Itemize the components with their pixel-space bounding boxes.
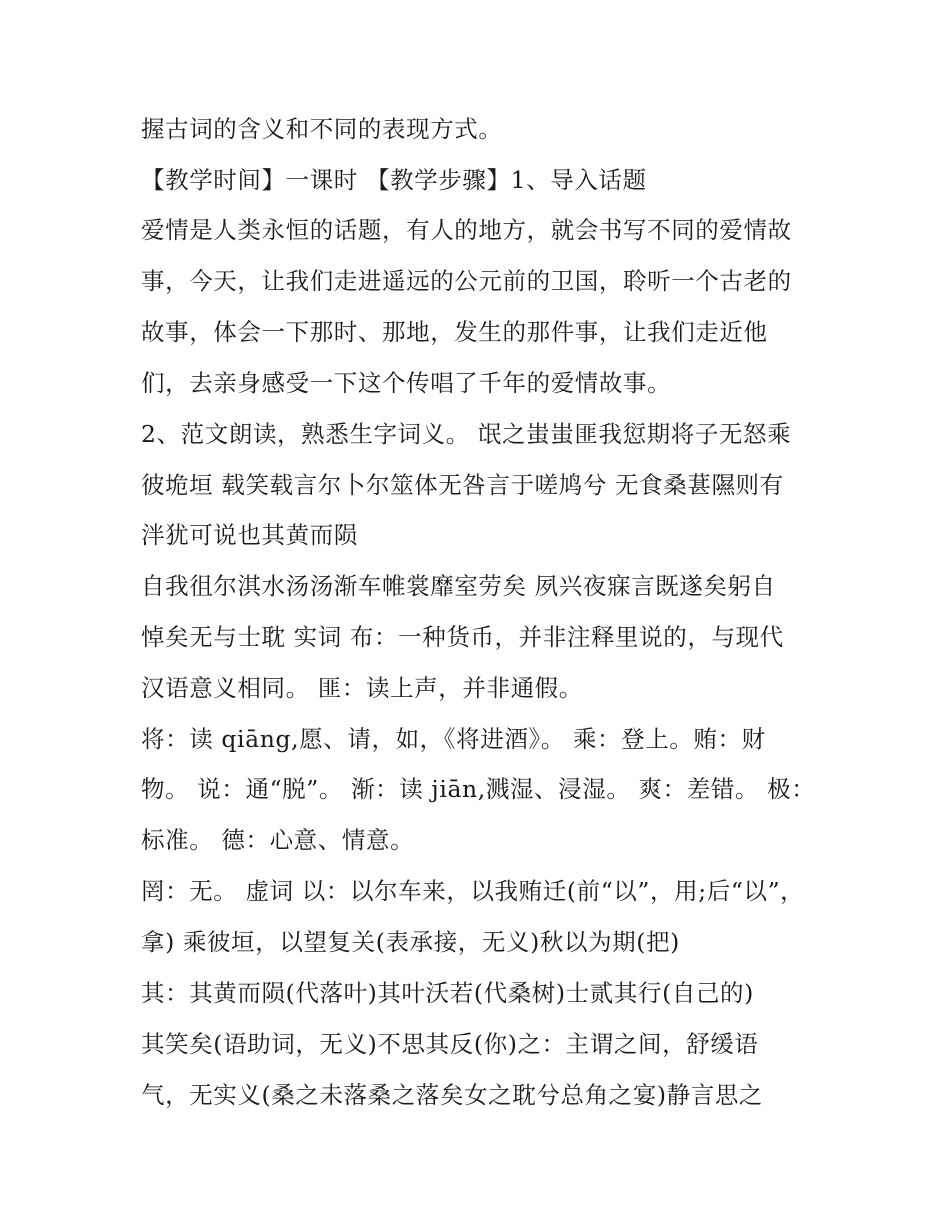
text-line: 气，无实义(桑之未落桑之落矣女之耽兮总角之宴)静言思之 [141,1081,764,1109]
text-line: 标准。 德：心意、情意。 [141,826,415,854]
text-line: 罔：无。 虚词 以：以尔车来，以我贿迁(前“以”，用;后“以”， [141,877,805,905]
text-line: 们，去亲身感受一下这个传唱了千年的爱情故事。 [141,369,672,397]
text-line: 其：其黄而陨(代落叶)其叶沃若(代桑树)士贰其行(自己的) [141,979,754,1007]
text-line: 拿) 乘彼垣，以望复关(表承接，无义)秋以为期(把) [141,928,680,956]
text-line: 其笑矣(语助词，无义)不思其反(你)之：主谓之间，舒缓语 [141,1030,759,1058]
text-line: 2、范文朗读，熟悉生字词义。 氓之蚩蚩匪我愆期将子无怒乘 [141,420,792,448]
text-line: 故事，体会一下那时、那地，发生的那件事，让我们走近他 [141,318,768,346]
text-line: 爱情是人类永恒的话题，有人的地方，就会书写不同的爱情故 [141,216,792,244]
text-line: 悼矣无与士耽 实词 布：一种货币，并非注释里说的，与现代 [141,623,784,651]
text-line: 物。 说：通“脱”。 渐：读 jiān,溅湿、浸湿。 爽：差错。 极： [141,775,816,803]
text-line: 自我徂尔淇水汤汤渐车帷裳靡室劳矣 夙兴夜寐言既遂矣躬自 [141,572,776,600]
text-line: 汉语意义相同。 匪：读上声，并非通假。 [141,674,583,702]
text-line: 握古词的含义和不同的表现方式。 [141,115,503,143]
text-line: 彼垝垣 载笑载言尔卜尔筮体无咎言于嗟鸠兮 无食桑葚隰则有 [141,471,784,499]
text-line: 【教学时间】一课时 【教学步骤】1、导入话题 [141,166,647,194]
text-line: 事，今天，让我们走进遥远的公元前的卫国，聆听一个古老的 [141,267,792,295]
text-line: 泮犹可说也其黄而陨 [141,521,358,549]
text-line: 将：读 qiāng,愿、请，如，《将进酒》。 乘：登上。贿：财 [141,725,766,753]
